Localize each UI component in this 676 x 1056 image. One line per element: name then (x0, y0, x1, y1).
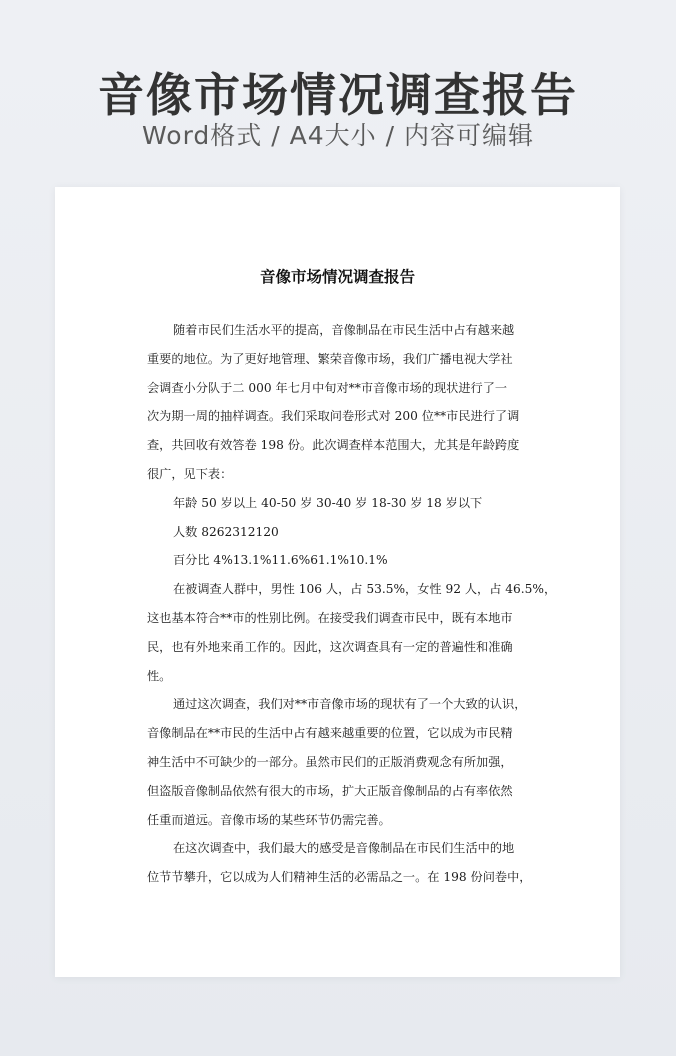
paragraph-line: 性。 (147, 668, 172, 683)
banner-title: 音像市场情况调查报告 (98, 68, 578, 122)
document-title: 音像市场情况调查报告 (259, 267, 415, 286)
paragraph-line: 会调查小分队于二 000 年七月中旬对**市音像市场的现状进行了一 (147, 380, 508, 395)
paragraph-line: 音像制品在**市民的生活中占有越来越重要的位置，它以成为市民精 (147, 726, 513, 741)
paragraph-line: 次为期一周的抽样调查。我们采取问卷形式对 200 位**市民进行了调 (147, 409, 520, 424)
paragraph-line: 位节节攀升，它以成为人们精神生活的必需品之一。在 198 份问卷中， (147, 870, 532, 885)
document-page (55, 187, 620, 977)
paragraph-line: 重要的地位。为了更好地管理、繁荣音像市场，我们广播电视大学社 (147, 351, 513, 366)
paragraph-line: 民，也有外地来甬工作的。因此，这次调查具有一定的普遍性和准确 (147, 639, 513, 654)
table-row-age: 年龄 50 岁以上 40-50 岁 30-40 岁 18-30 岁 18 岁以下 (173, 495, 483, 510)
paragraph-line: 在被调查人群中，男性 106 人，占 53.5%，女性 92 人，占 46.5%， (173, 582, 557, 597)
paragraph-line: 在这次调查中，我们最大的感受是音像制品在市民们生活中的地 (173, 841, 515, 856)
paragraph-line: 任重而道远。音像市场的某些环节仍需完善。 (147, 812, 391, 827)
document-body (147, 316, 557, 892)
paragraph-line: 随着市民们生活水平的提高，音像制品在市民生活中占有越来越 (173, 323, 515, 337)
table-row-count: 人数 8262312120 (173, 524, 279, 539)
paragraph-line: 通过这次调查，我们对**市音像市场的现状有了一个大致的认识， (173, 697, 527, 712)
paragraph-line: 神生活中不可缺少的一部分。虽然市民们的正版消费观念有所加强， (147, 754, 513, 769)
paragraph-line: 查，共回收有效答卷 198 份。此次调查样本范围大，尤其是年龄跨度 (147, 438, 520, 453)
paragraph-line: 很广，见下表： (147, 466, 233, 481)
paragraph-line: 这也基本符合**市的性别比例。在接受我们调查市民中，既有本地市 (147, 610, 513, 625)
table-row-percent: 百分比 4%13.1%11.6%61.1%10.1% (173, 553, 388, 568)
banner-subtitle: Word格式 / A4大小 / 内容可编辑 (142, 121, 534, 150)
paragraph-line: 但盗版音像制品依然有很大的市场，扩大正版音像制品的占有率依然 (147, 783, 513, 798)
